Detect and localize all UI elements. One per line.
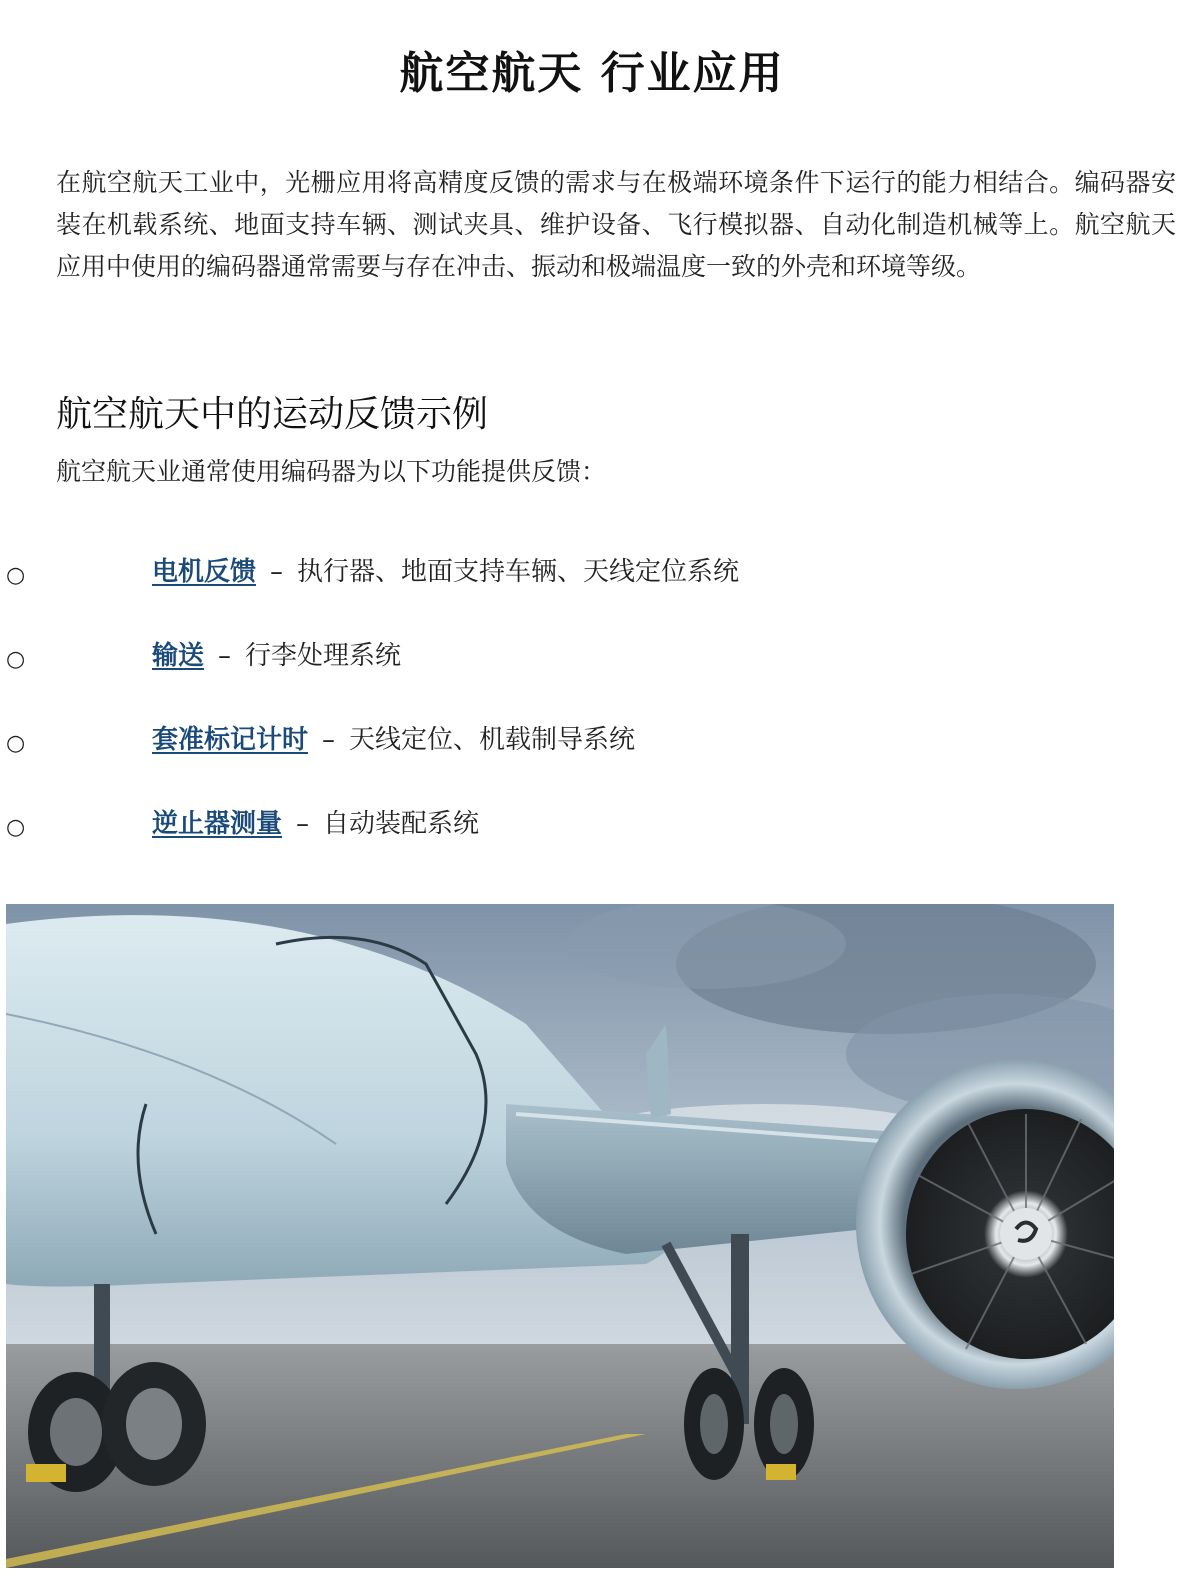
dash-separator: – bbox=[218, 641, 232, 671]
list-item bbox=[0, 720, 1184, 804]
list-item bbox=[0, 804, 1184, 888]
section-heading: 航空航天中的运动反馈示例 bbox=[56, 394, 489, 435]
page-title: 航空航天 行业应用 bbox=[399, 48, 785, 100]
list-item-description: 行李处理系统 bbox=[245, 641, 402, 671]
feedback-list bbox=[0, 552, 1184, 888]
circle-bullet-icon: ○ bbox=[6, 563, 26, 588]
list-item-description: 自动装配系统 bbox=[323, 809, 480, 839]
dash-separator: – bbox=[322, 725, 336, 755]
dash-separator: – bbox=[296, 809, 310, 839]
section-lead: 航空航天业通常使用编码器为以下功能提供反馈： bbox=[56, 457, 607, 486]
list-item bbox=[0, 636, 1184, 720]
list-item-description: 天线定位、机载制导系统 bbox=[349, 725, 636, 755]
airplane-illustration bbox=[6, 904, 1114, 1568]
circle-bullet-icon: ○ bbox=[6, 815, 26, 840]
dash-separator: – bbox=[270, 557, 284, 587]
circle-bullet-icon: ○ bbox=[6, 731, 26, 756]
airplane-photo bbox=[6, 904, 1114, 1568]
list-item bbox=[0, 552, 1184, 636]
backstop-measurement-link[interactable]: 逆止器测量 bbox=[152, 809, 283, 839]
list-item-description: 执行器、地面支持车辆、天线定位系统 bbox=[297, 557, 740, 587]
registration-mark-timing-link[interactable]: 套准标记计时 bbox=[152, 725, 309, 755]
motor-feedback-link[interactable]: 电机反馈 bbox=[152, 557, 257, 587]
conveying-link[interactable]: 输送 bbox=[152, 641, 205, 671]
circle-bullet-icon: ○ bbox=[6, 647, 26, 672]
intro-paragraph: 在航空航天工业中，光栅应用将高精度反馈的需求与在极端环境条件下运行的能力相结合。编码器安装在机载系统、地面支持车辆、测试夹具、维护设备、飞行模拟器、自动化制造机械等上。航空航天应用中使用的编码器通常需要与存在冲击、振动和极端温度一致的外壳和环境等级。 bbox=[56, 168, 1176, 281]
